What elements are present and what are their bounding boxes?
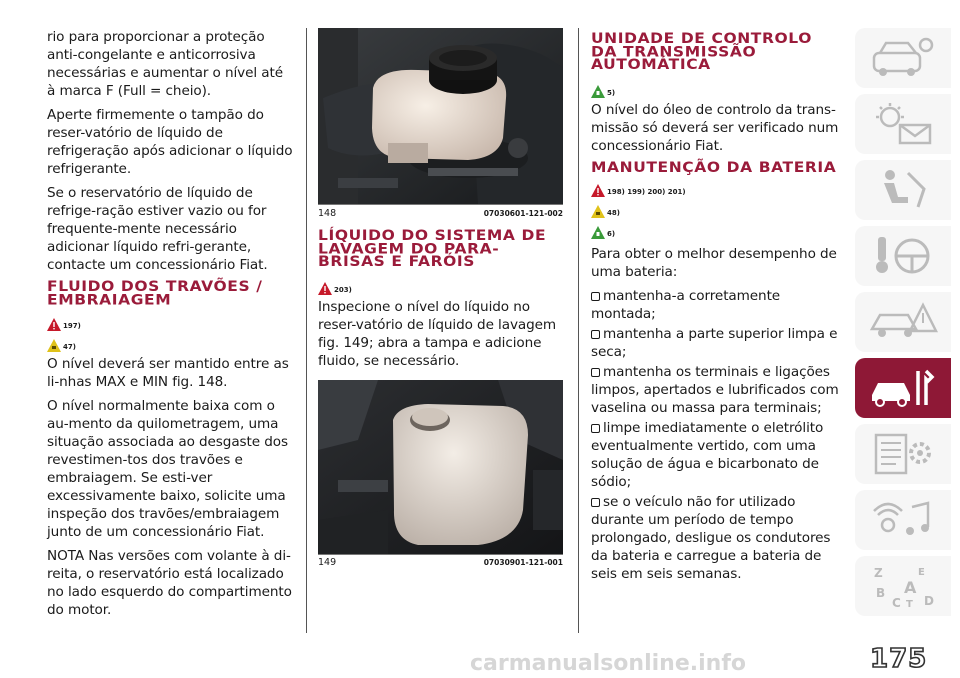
tab-safety[interactable]: [855, 160, 951, 220]
column-left: [47, 28, 295, 625]
tab-dashboard[interactable]: [855, 28, 951, 88]
index-letter: C: [892, 596, 901, 609]
tab-warning-lights[interactable]: [855, 94, 951, 154]
environment-triangle-icon: [591, 85, 605, 98]
paragraph: O nível do óleo de controlo da trans-missão só deverá ser verificado num concessionário Fiat.: [591, 101, 839, 154]
watermark: carmanualsonline.info: [470, 651, 746, 676]
bullet-icon: [591, 292, 600, 301]
multimedia-icon: [868, 497, 938, 543]
warning-reference[interactable]: [591, 179, 841, 197]
bullet-text: se o veículo não for utilizado durante um período de tempo prolongado, desligue os condutores da bateria e carregue a bateria de seis em seis semanas.: [591, 494, 831, 582]
section-heading-transmission: UNIDADE DE CONTROLO DA TRANSMISSÃO AUTOMÁTICA: [591, 30, 812, 73]
warning-reference[interactable]: [318, 277, 563, 295]
paragraph: rio para proporcionar a proteção anti-congelante e anticorrosiva necessárias e aumentar o nível até à marca F (Full = cheio).: [47, 29, 283, 99]
warning-lights-icon: [868, 101, 938, 147]
paragraph: Aperte firmemente o tampão do reser-vatório de líquido de refrigeração após adicionar o líquido refrigerante.: [47, 107, 293, 177]
index-letter: T: [906, 599, 913, 609]
washer-reservoir-image: [318, 380, 563, 554]
car-dashboard-icon: [868, 35, 938, 81]
tab-maintenance[interactable]: [855, 358, 951, 418]
index-letter: B: [876, 586, 886, 600]
environment-triangle-icon: [591, 226, 605, 239]
index-letter: E: [918, 567, 925, 578]
starting-driving-icon: [868, 233, 938, 279]
warning-number: 197): [63, 322, 81, 330]
section-heading-brake-fluid: FLUIDO DOS TRAVÕES / EMBRAIAGEM: [47, 278, 263, 308]
warning-triangle-icon: [591, 184, 605, 197]
figure-number: 148: [318, 207, 337, 219]
bullet-item: [591, 287, 841, 323]
paragraph: O nível deverá ser mantido entre as li-nhas MAX e MIN fig. 148.: [47, 356, 289, 390]
bullet-item: [591, 325, 841, 361]
section-heading-battery: MANUTENÇÃO DA BATERIA: [591, 158, 837, 175]
bullet-text: mantenha-a corretamente montada;: [591, 288, 781, 322]
figure-code: 07030601-121-002: [483, 208, 563, 218]
warning-reference[interactable]: [47, 313, 295, 331]
tab-technical-data[interactable]: [855, 424, 951, 484]
index-letter: D: [924, 594, 934, 608]
figure-caption: [318, 555, 563, 571]
tab-starting-driving[interactable]: [855, 226, 951, 286]
maintenance-icon: [868, 365, 938, 411]
column-divider: [578, 28, 579, 633]
paragraph: O nível normalmente baixa com o au-mento da quilometragem, uma situação associada ao desgaste dos revestimen-tos dos travões e embraiagem. Se esti-ver excessivamente baixo, solicite uma inspeção dos travões/embraiagem junto de um concessionário Fiat.: [47, 398, 288, 540]
page-number: 175: [870, 644, 928, 674]
brake-fluid-reservoir-photo: [318, 28, 563, 205]
bullet-icon: [591, 368, 600, 377]
bullet-icon: [591, 498, 600, 507]
tab-emergency[interactable]: [855, 292, 951, 352]
chapter-sidebar: [855, 28, 960, 622]
emergency-icon: [868, 299, 938, 345]
warning-triangle-icon: [47, 318, 61, 331]
caution-reference[interactable]: [47, 334, 295, 352]
technical-data-icon: [868, 431, 938, 477]
caution-number: 47): [63, 343, 76, 351]
index-icon: [868, 563, 938, 609]
paragraph: Inspecione o nível do líquido no reser-vatório de líquido de lavagem fig. 149; abra a tampa e adicione fluido, se necessário.: [318, 298, 557, 369]
bullet-text: limpe imediatamente o eletrólito eventualmente vertido, com uma solução de água e bicarbonato de sódio;: [591, 420, 824, 490]
figure-code: 07030901-121-001: [483, 558, 563, 567]
warning-number: 203): [334, 285, 352, 294]
bullet-item: [591, 419, 841, 491]
index-letter: Z: [874, 566, 883, 580]
index-letter: A: [904, 578, 917, 597]
caution-reference[interactable]: [591, 80, 841, 98]
caution-triangle-icon: [591, 205, 605, 218]
seat-safety-icon: [868, 167, 938, 213]
bullet-icon: [591, 330, 600, 339]
washer-fluid-reservoir-photo: [318, 380, 563, 555]
figure-number: 149: [318, 557, 337, 568]
figure-caption: [318, 205, 563, 221]
bullet-item: [591, 493, 841, 583]
caution-triangle-icon: [47, 339, 61, 352]
caution-reference[interactable]: [591, 200, 841, 218]
environment-number: 6): [607, 230, 616, 238]
bullet-icon: [591, 424, 600, 433]
warning-number: 198) 199) 200) 201): [607, 188, 686, 196]
paragraph: Para obter o melhor desempenho de uma bateria:: [591, 246, 837, 280]
column-right: [591, 30, 841, 585]
tab-index[interactable]: [855, 556, 951, 616]
environment-reference[interactable]: [591, 221, 841, 239]
brake-reservoir-image: [318, 28, 563, 204]
tab-multimedia[interactable]: [855, 490, 951, 550]
paragraph: Se o reservatório de líquido de refrige-ração estiver vazio ou for frequente-mente necessário adicionar líquido refri-gerante, contacte um concessionário Fiat.: [47, 185, 268, 273]
caution-number: 5): [607, 88, 616, 97]
bullet-item: [591, 363, 841, 417]
paragraph: NOTA Nas versões com volante à di-reita, o reservatório está localizado no lado esquerdo do compartimento do motor.: [47, 548, 292, 618]
column-middle: [318, 28, 563, 579]
bullet-text: mantenha a parte superior limpa e seca;: [591, 326, 838, 360]
bullet-text: mantenha os terminais e ligações limpos, apertados e lubrificados com vaselina ou massa para terminais;: [591, 364, 839, 416]
warning-triangle-icon: [318, 282, 332, 295]
caution-number: 48): [607, 209, 620, 217]
column-divider: [306, 28, 307, 633]
section-heading-washer-fluid: LÍQUIDO DO SISTEMA DE LAVAGEM DO PARA-BRISAS E FARÓIS: [318, 227, 547, 270]
